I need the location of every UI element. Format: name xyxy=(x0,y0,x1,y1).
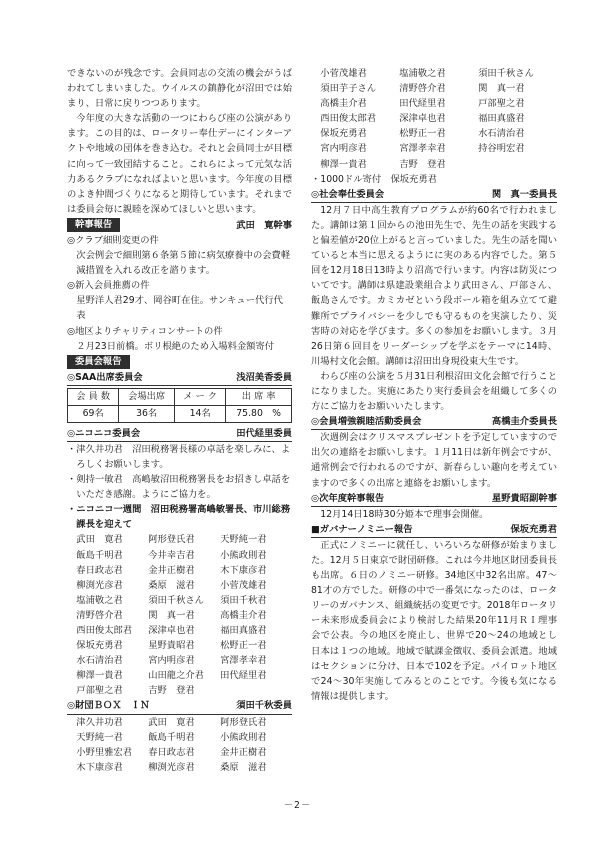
member-name: 柳渕光彦君 xyxy=(76,579,123,591)
kanji-report-name: 武田 寛幹事 xyxy=(236,219,292,231)
member-name: 山田龍之介君 xyxy=(148,670,204,682)
value-cell: 69名 xyxy=(68,405,119,422)
member-name: 金井正樹君 xyxy=(220,746,267,758)
niko-name: 田代経里委員 xyxy=(236,427,292,439)
box-name: 須田千秋委員 xyxy=(236,700,292,712)
member-name: 須田芋子さん xyxy=(320,83,377,95)
governor-paragraph: 正式にノミニーに就任し、いろいろな研修が始まりました。12月５日東京で財団研修。これは今井地区財団委員長も出席。６日のノミニー研修。34地区中32名出席。47～81才の方でした。研修の中で一番気になったのは、ロータリーのガバナンス、組織統括の変更です。2018年ロータリー未来形成委員会により検討した結果20年11月ＲＩ理事会で公表。今の地区を廃止し、世界で20～24の地域とし日本は１つの地域。地域で賦課金徴収、委員会派遣。地域はセクションに分け、日本で102を予定。パイロット地区で24～30年実施してみるとのことです。今後も気になる情報は提供します。 xyxy=(311,539,557,702)
member-name: 宮内明彦君 xyxy=(148,655,195,667)
box-name-list xyxy=(67,715,292,775)
member-name: 桑原 滋君 xyxy=(220,761,267,773)
member-name: 福田真盛君 xyxy=(478,113,525,125)
member-name xyxy=(220,683,292,698)
attendance-value-row xyxy=(68,405,292,422)
member-name: 吉野 登君 xyxy=(148,685,195,697)
member-name: 清野啓介君 xyxy=(76,609,123,621)
box-heading xyxy=(67,698,292,714)
niko-heading xyxy=(67,426,292,442)
committee-report-header xyxy=(67,355,292,370)
item-body: ２月23日前橋。ボリ根絶のため入場料金額寄付 xyxy=(76,340,275,352)
kaiin-title: ◎会員増強親睦活動委員会 xyxy=(311,416,422,428)
right-column xyxy=(311,66,557,704)
member-name: 阿形登氏君 xyxy=(220,716,267,728)
kanji-item xyxy=(67,233,292,278)
kaiin-paragraph: 次週例会はクリスマスプレゼントを予定していますので出欠の連絡をお願いします。１月11日は新年例会ですが、通常例会で行われるのですが、新春らしい趣向を考えていますので多くの出席と連絡をお願いします。 xyxy=(311,432,557,489)
member-name: 木下康彦君 xyxy=(220,564,267,576)
shakai-paragraph: わらび座の公演を５月31日利根沼田文化会館で行うことになりました。実施にあたり実行委員会を組織して多くの方にご協力をお願いいたします。 xyxy=(311,370,557,413)
member-name: 須田千秋君 xyxy=(220,594,267,606)
niko-title: ◎ニコニコ委員会 xyxy=(67,427,141,439)
jikai-heading xyxy=(311,491,557,507)
governor-heading xyxy=(311,522,557,538)
kanji-report-label: 幹事報告 xyxy=(67,218,120,232)
kanji-item xyxy=(67,278,292,323)
item-heading: ◎地区よりチャリティコンサートの件 xyxy=(67,325,223,337)
member-name: 須田千秋さん xyxy=(478,68,534,79)
member-name: 持谷明宏君 xyxy=(478,143,525,155)
niko-week-heading: ・ニコニコ一週間 沼田税務署高嶋敏署長、市川総務課長を迎えて xyxy=(67,504,291,531)
value-cell: 14名 xyxy=(175,405,226,422)
shakai-paragraph: 12月７日中高生教育プログラムが約60名で行われました。講師は第１回からの池田先生で、先生の話を実践すると偏差値が20位上がると言っていました。先生の話を聞いていると本当に思えるようにに実のある内容でした。第５回を12月18日13時より沼高で行います。内容は防災についてです。講師は県建設業組合より武田さん、戸部さん、飯島さんです。カミカゼという段ボール箱を組み立てて避難所でプライバシーを少しでも守るものを実演したり、災害時の対応を学びます。多くの参加をお願いします。３月26日第６回目をリーダーシップを学ぶをテーマに14時、川場村文化会館。講師は沼田出身現役東大生です。 xyxy=(311,204,557,367)
member-name: 天野純一君 xyxy=(76,731,123,743)
left-column xyxy=(67,66,292,775)
kanji-item xyxy=(67,324,292,354)
member-name: 小菅茂雄君 xyxy=(220,579,267,591)
saa-heading xyxy=(67,370,292,386)
member-name: 小熊政則君 xyxy=(220,731,267,743)
intro-paragraph: できないのが残念です。会員同志の交流の機会がうばわれてしまいました。ウイルスの鎮静化が沼田では始まり、日常に戻りつつあります。 xyxy=(67,68,292,110)
jikai-paragraph: 12月14日18時30分姫本で理事会開催。 xyxy=(320,508,489,520)
member-name: 柳澤一貴君 xyxy=(320,158,367,170)
member-name: 春日政志君 xyxy=(148,746,195,758)
member-name: 水石清治君 xyxy=(76,655,123,667)
kanji-report-header xyxy=(67,218,292,233)
member-name: 高橋圭介君 xyxy=(320,98,367,110)
member-name: 西田俊太郎君 xyxy=(320,113,377,125)
member-name: 水石清治君 xyxy=(478,128,525,140)
member-name: 宮澤孝幸君 xyxy=(399,143,446,155)
saa-name: 浅沼美香委員 xyxy=(236,371,292,383)
member-name: 松野正一君 xyxy=(220,640,267,652)
header-cell: メ ー ク xyxy=(175,388,226,405)
niko-item: ・津久井功君 沼田税務署長様の卓話を楽しみに、よろしくお願いします。 xyxy=(67,443,291,470)
member-name: 田代経里君 xyxy=(399,98,446,110)
header-cell: 会場出席 xyxy=(119,388,175,405)
member-name: 高橋圭介君 xyxy=(220,609,267,621)
kaiin-heading xyxy=(311,414,557,430)
member-name: 保坂充勇君 xyxy=(76,640,123,652)
member-name: 柳渕光彦君 xyxy=(148,761,195,773)
member-name: 天野純一君 xyxy=(220,534,267,546)
member-name: 武田 寛君 xyxy=(148,716,195,728)
value-cell: 75.80 % xyxy=(226,405,292,422)
member-name: 田代経里君 xyxy=(220,670,267,682)
member-name: 保坂充勇君 xyxy=(320,128,367,140)
member-name: 飯島千明君 xyxy=(76,549,123,561)
member-name: 宮内明彦君 xyxy=(320,143,367,155)
dollar-donation: ・1000ドル寄付 保坂充勇君 xyxy=(311,173,437,185)
member-name: 小熊政則君 xyxy=(220,549,267,561)
shakai-title: ◎社会奉仕委員会 xyxy=(311,188,385,200)
page-number: －2－ xyxy=(283,800,312,811)
member-name: 須田千秋さん xyxy=(148,594,204,606)
governor-name: 保坂充勇君 xyxy=(510,523,557,535)
member-name: 武田 寛君 xyxy=(76,534,123,546)
member-name: 戸部聖之君 xyxy=(478,98,525,110)
member-name: 今井幸吉君 xyxy=(148,549,195,561)
member-name: 深津卓也君 xyxy=(399,113,446,125)
member-name: 塩浦敬之君 xyxy=(399,68,446,79)
shakai-heading xyxy=(311,187,557,203)
value-cell: 36名 xyxy=(119,405,175,422)
member-name: 塩浦敬之君 xyxy=(76,594,123,606)
item-body: 星野洋人君29才、岡谷町在住。サンキュー代行代表 xyxy=(76,295,283,322)
member-name: 戸部聖之君 xyxy=(76,685,123,697)
jikai-name: 星野貴昭副幹事 xyxy=(491,492,557,504)
member-name: 柳澤一貴君 xyxy=(76,670,123,682)
member-name: 小野里雅宏君 xyxy=(76,746,133,758)
member-name: 吉野 登君 xyxy=(399,158,446,170)
member-name: 松野正一君 xyxy=(399,128,446,140)
member-name: 星野貴昭君 xyxy=(148,640,195,652)
member-name: 金井正樹君 xyxy=(148,564,195,576)
header-cell: 出 席 率 xyxy=(226,388,292,405)
member-name: 宮澤孝幸君 xyxy=(220,655,267,667)
item-heading: ◎クラブ細則変更の件 xyxy=(67,234,159,246)
member-name: 阿形登氏君 xyxy=(148,534,195,546)
attendance-table xyxy=(67,388,292,423)
member-name: 春日政志君 xyxy=(76,564,123,576)
member-name: 関 真一君 xyxy=(148,609,195,621)
item-heading: ◎新入会員推薦の件 xyxy=(67,280,150,292)
member-name: 津久井功君 xyxy=(76,716,123,728)
attendance-header-row xyxy=(68,388,292,405)
member-name: 西田俊太郎君 xyxy=(76,625,133,636)
committee-report-label: 委員会報告 xyxy=(67,355,130,369)
saa-title: ◎SAA出席委員会 xyxy=(67,371,143,383)
box-name-list-continued xyxy=(311,66,557,172)
box-title: ◎財団ＢＯＸ ＩＮ xyxy=(67,700,150,712)
member-name xyxy=(478,157,557,172)
member-name: 飯島千明君 xyxy=(148,731,195,743)
member-name: 小菅茂雄君 xyxy=(320,68,367,79)
member-name: 木下康彦君 xyxy=(76,761,123,773)
header-cell: 会 員 数 xyxy=(68,388,119,405)
jikai-title: ◎次年度幹事報告 xyxy=(311,492,385,504)
member-name: 桑原 滋君 xyxy=(148,579,195,591)
kaiin-name: 高橋圭介委員長 xyxy=(491,416,557,428)
member-name: 関 真一君 xyxy=(478,83,525,95)
member-name: 清野啓介君 xyxy=(399,83,446,95)
message-paragraph: 今年度の大きな活動の一つにわらび座の公演があります。この目的は、ロータリー奉仕デーにインターアクトや地域の団体を巻き込む。それと会員同士が目標に向って一致団結すること。これらによって元気な活力あるクラブになればよいと思います。今年度の目標のよき仲間づくりになると期待しています。それまでは委員会毎に親睦を深めてほしいと思います。 xyxy=(67,113,292,215)
niko-item: ・剣持一敏君 高嶋敏沼田税務署長をお招きし卓話をいただき感謝。ようにご協力を。 xyxy=(67,474,291,501)
item-body: 次会例会で細則第６条第５節に病気療養中の会費軽減措置を入れる改正を諮ります。 xyxy=(76,250,291,277)
member-name: 福田真盛君 xyxy=(220,625,267,636)
member-name: 深津卓也君 xyxy=(148,625,195,636)
shakai-name: 関 真一委員長 xyxy=(491,188,557,200)
niko-name-list xyxy=(67,532,292,698)
governor-title: ■ガバナーノミニー報告 xyxy=(311,523,413,535)
